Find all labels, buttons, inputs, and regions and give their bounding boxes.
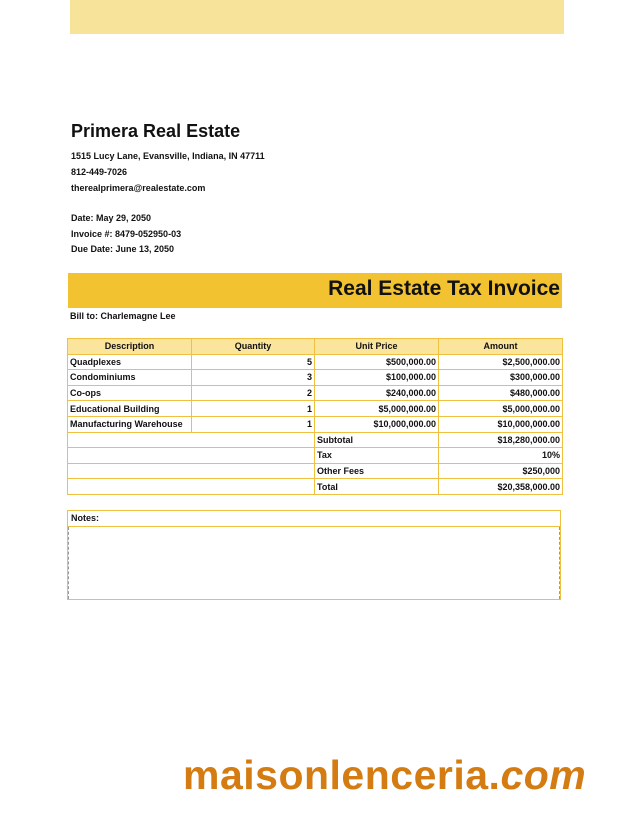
notes-area [68,527,560,599]
item-description: Condominiums [68,370,192,386]
invoice-table [67,338,563,495]
summary-row-tax [68,448,563,464]
company-email: therealprimera@realestate.com [71,183,206,193]
company-address: 1515 Lucy Lane, Evansville, Indiana, IN 47711 [71,151,265,161]
item-unit-price: $100,000.00 [315,370,439,386]
item-unit-price: $10,000,000.00 [315,416,439,432]
summary-row-total [68,479,563,495]
other-fees-value: $250,000 [439,463,563,479]
watermark-logo [183,752,586,799]
notes-label: Notes: [71,513,100,523]
item-description: Quadplexes [68,354,192,370]
item-amount: $5,000,000.00 [439,401,563,417]
tax-value: 10% [439,448,563,464]
table-row [68,401,563,417]
tax-label: Tax [315,448,439,464]
header-quantity: Quantity [192,339,315,355]
header-unit-price: Unit Price [315,339,439,355]
summary-row-subtotal [68,432,563,448]
subtotal-label: Subtotal [315,432,439,448]
notes-box [67,510,561,600]
item-amount: $300,000.00 [439,370,563,386]
item-quantity: 5 [192,354,315,370]
bill-to: Bill to: Charlemagne Lee [70,311,176,321]
item-quantity: 2 [192,385,315,401]
header-amount: Amount [439,339,563,355]
item-unit-price: $240,000.00 [315,385,439,401]
company-name: Primera Real Estate [71,121,241,141]
invoice-title-bar [68,273,562,308]
header-description: Description [68,339,192,355]
watermark-main: maisonlenceria. [183,752,501,798]
item-quantity: 1 [192,416,315,432]
item-amount: $2,500,000.00 [439,354,563,370]
item-description: Educational Building [68,401,192,417]
invoice-number: Invoice #: 8479-052950-03 [71,229,182,239]
table-row [68,416,563,432]
item-unit-price: $500,000.00 [315,354,439,370]
item-amount: $480,000.00 [439,385,563,401]
item-quantity: 3 [192,370,315,386]
total-label: Total [315,479,439,495]
item-amount: $10,000,000.00 [439,416,563,432]
item-description: Manufacturing Warehouse [68,416,192,432]
subtotal-value: $18,280,000.00 [439,432,563,448]
item-description: Co-ops [68,385,192,401]
table-row [68,385,563,401]
item-quantity: 1 [192,401,315,417]
top-decorative-band [70,0,564,34]
summary-spacer [68,479,315,495]
watermark-suffix: com [500,752,587,798]
table-header-row [68,339,563,355]
total-value: $20,358,000.00 [439,479,563,495]
summary-row-other-fees [68,463,563,479]
invoice-date: Date: May 29, 2050 [71,213,152,223]
summary-spacer [68,448,315,464]
company-phone: 812-449-7026 [71,167,128,177]
table-row [68,370,563,386]
invoice-title: Real Estate Tax Invoice [328,277,560,300]
summary-spacer [68,432,315,448]
invoice-due-date: Due Date: June 13, 2050 [71,244,175,254]
table-row [68,354,563,370]
other-fees-label: Other Fees [315,463,439,479]
item-unit-price: $5,000,000.00 [315,401,439,417]
summary-spacer [68,463,315,479]
